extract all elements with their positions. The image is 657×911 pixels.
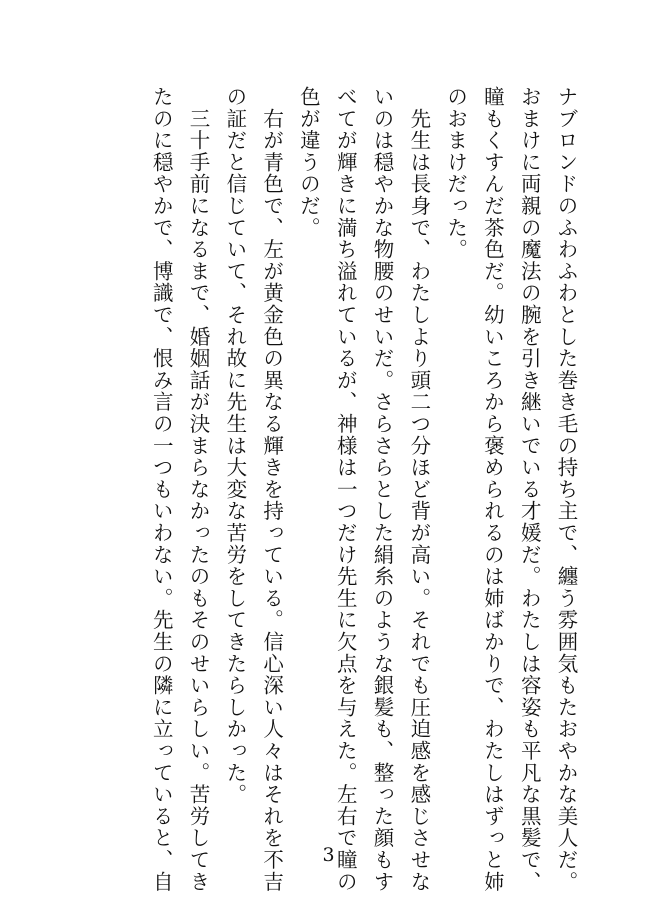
text-line: 右が青色で、左が黄金色の異なる輝きを持っている。信心深い人々はそれを不吉 <box>259 86 284 893</box>
text-line: おまけに両親の魔法の腕を引き継いでいる才媛だ。わたしは容姿も平凡な黒髪で、 <box>517 86 542 893</box>
text-line: のおまけだった。 <box>443 86 468 261</box>
text-line: の証だと信じていて、それ故に先生は大変な苦労をしてきたらしかった。 <box>222 86 247 806</box>
text-line: 瞳もくすんだ茶色だ。幼いころから褒められるのは姉ばかりで、わたしはずっと姉 <box>480 86 505 893</box>
text-line: いのは穏やかな物腰のせいだ。さらさらとした絹糸のような銀髪も、整った顔もす <box>370 86 395 893</box>
text-line: たのに穏やかで、博識で、恨み言の一つもいわない。先生の隣に立っていると、自 <box>149 86 174 893</box>
text-line: べてが輝きに満ち溢れているが、神様は一つだけ先生に欠点を与えた。左右で瞳の <box>333 86 358 893</box>
text-line: 色が違うのだ。 <box>296 86 321 239</box>
text-line: 三十手前になるまで、婚姻話が決まらなかったのもそのせいらしい。苦労してき <box>186 86 211 893</box>
text-line: 先生は長身で、わたしより頭二つ分ほど背が高い。それでも圧迫感を感じさせな <box>406 86 431 893</box>
body-text <box>114 86 584 893</box>
page-number: 3 <box>322 844 335 866</box>
text-line: ナブロンドのふわふわとした巻き毛の持ち主で、纏う雰囲気もたおやかな美人だ。 <box>554 86 578 893</box>
